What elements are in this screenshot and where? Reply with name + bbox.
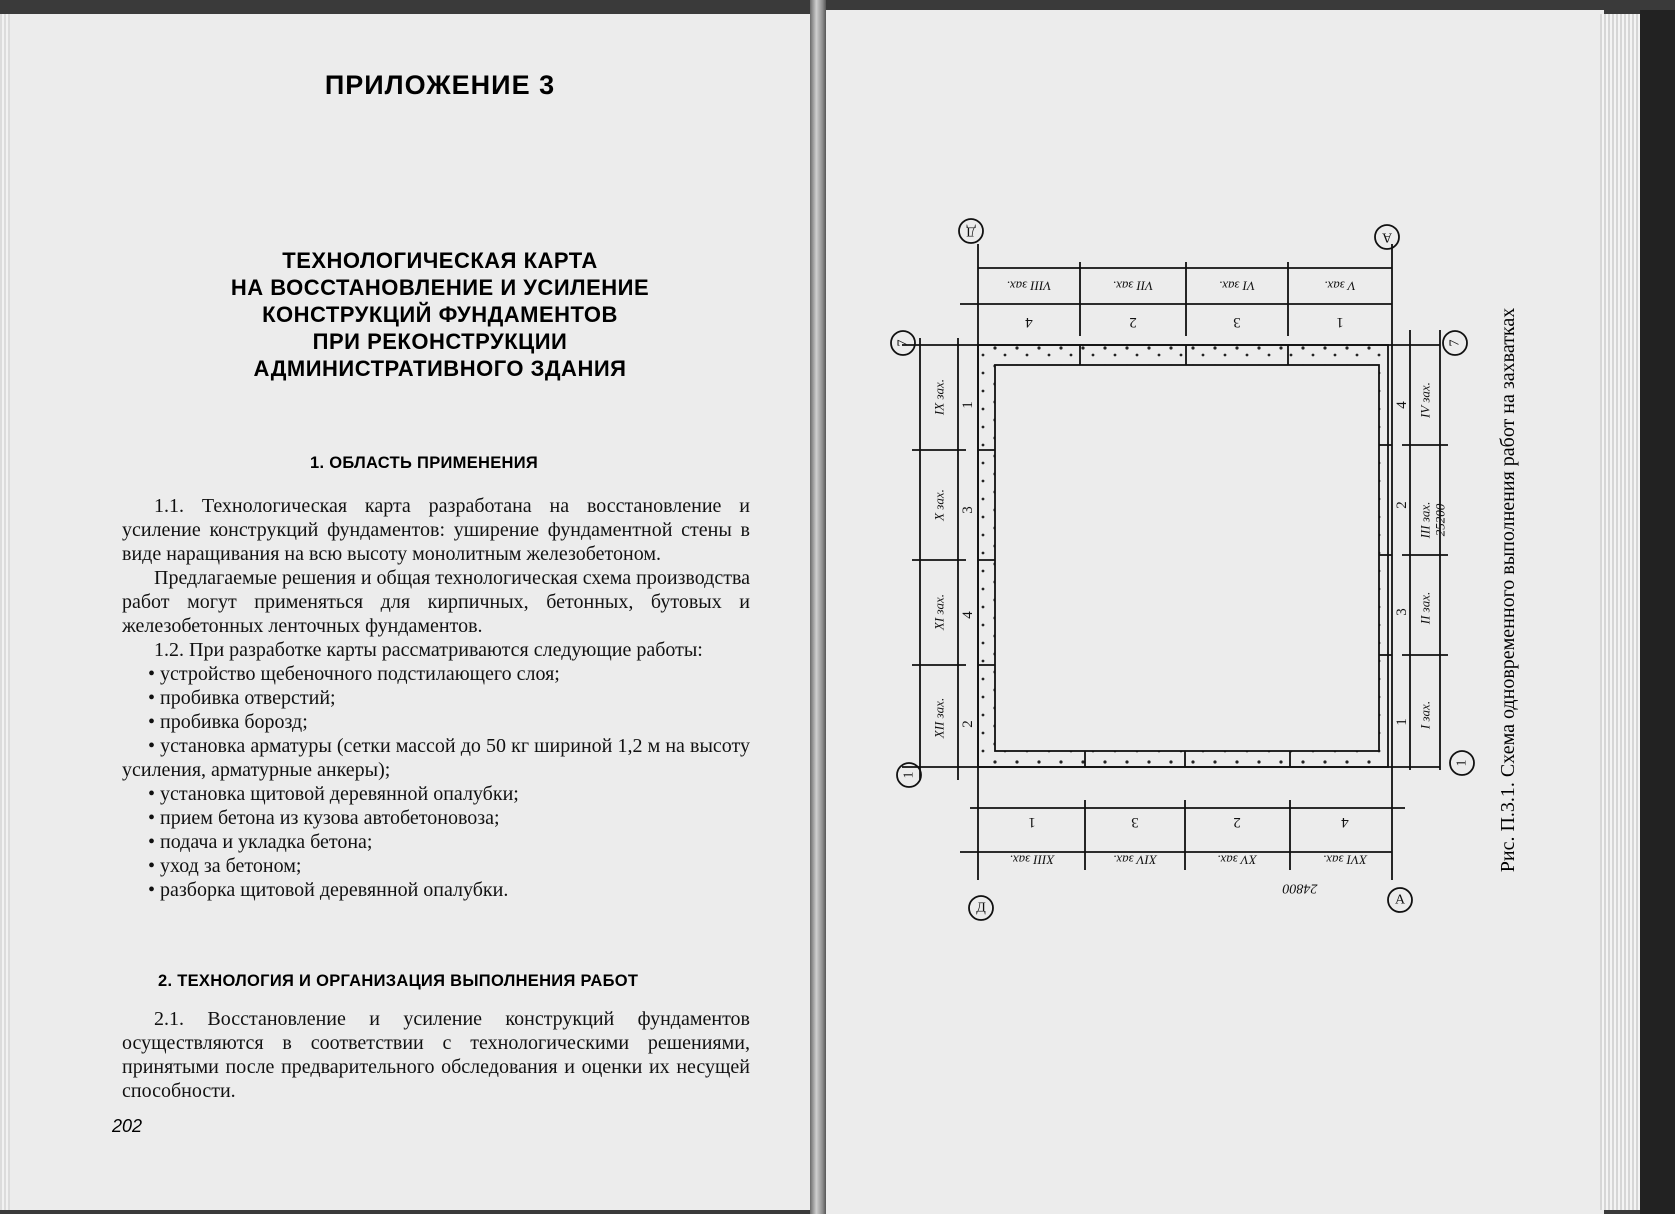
page-number: 202 [112,1116,143,1136]
zakhvatka-label: VI зах. [1218,278,1256,294]
team-number: 2 [1129,314,1137,330]
team-number: 3 [1131,814,1139,830]
axis-label: А [1381,229,1393,245]
team-number: 1 [1028,814,1036,830]
list-item: • пробивка отверстий; [122,686,750,710]
axis-label: 1 [1454,759,1470,767]
team-number: 3 [1233,314,1241,330]
list-item: • разборка щитовой деревянной опалубки. [122,878,750,902]
zakhvatka-label: XVI зах. [1322,852,1368,868]
axis-label: Д [976,900,986,916]
zakhvatka-label: V зах. [1324,278,1356,294]
paragraph: 1.2. При разработке карты рассматриваются следующие работы: [154,639,703,661]
section-1-body [122,494,750,902]
section-heading: 2. ТЕХНОЛОГИЯ И ОРГАНИЗАЦИЯ ВЫПОЛНЕНИЯ РАБОТ [158,972,639,990]
team-number: 3 [960,506,976,514]
list-item: • уход за бетоном; [122,854,750,878]
axis-label: 1 [901,771,917,779]
document-title [170,247,710,382]
team-number: 1 [1336,314,1344,330]
team-number: 2 [1233,814,1241,830]
document-title-line: АДМИНИСТРАТИВНОГО ЗДАНИЯ [253,356,627,381]
paragraph: 1.1. Технологическая карта разработана на восстановление и усиление конструкций фундаментов: уширение фундаментной стены в виде наращивания на всю высоту монолитным железобетоном. [122,495,750,565]
paragraph: 2.1. Восстановление и усиление конструкций фундаментов осуществляются в соответствии с технологическими решениями, принятыми после предварительного обследования и оценки их несущей способности. [122,1008,750,1102]
right-page-edges [1600,14,1640,1210]
team-number: 1 [960,401,976,409]
list-item: • пробивка борозд; [122,710,750,734]
dimension-label: 24800 [1282,880,1318,896]
zakhvatka-label: X зах. [931,489,947,521]
list-item: • устройство щебеночного подстилающего слоя; [122,662,750,686]
document-title-line: КОНСТРУКЦИЙ ФУНДАМЕНТОВ [262,302,618,327]
list-item: • прием бетона из кузова автобетоновоза; [122,806,750,830]
team-number: 4 [1394,401,1410,409]
section-heading: 1. ОБЛАСТЬ ПРИМЕНЕНИЯ [310,454,539,472]
axis-label: 7 [895,339,911,347]
team-number: 3 [1394,608,1410,616]
axis-label: А [1394,892,1406,908]
zakhvatka-label: XIII зах. [1009,852,1055,868]
axis-label: Д [966,223,976,239]
zakhvatka-label: XV зах. [1217,852,1257,868]
zakhvatka-label: VII зах. [1112,278,1154,294]
zakhvatka-label: I зах. [1417,700,1433,730]
document-title-line: ТЕХНОЛОГИЧЕСКАЯ КАРТА [282,248,598,273]
foundation-scheme-figure [880,210,1470,930]
zakhvatka-label: VIII зах. [1006,278,1052,294]
book-gutter [810,0,826,1214]
list-item: • установка щитовой деревянной опалубки; [122,782,750,806]
book-cover-edge [1640,10,1675,1214]
zakhvatka-label: II зах. [1417,591,1433,625]
dimension-label: 25200 [1432,503,1448,537]
zakhvatka-label: IX зах. [931,378,947,416]
team-number: 1 [1394,718,1410,726]
zakhvatka-label: IV зах. [1417,382,1433,418]
zakhvatka-label: XIV зах. [1113,852,1157,868]
section-2-body [122,1007,750,1103]
team-number: 2 [960,720,976,728]
document-title-line: НА ВОССТАНОВЛЕНИЕ И УСИЛЕНИЕ [230,275,650,300]
zakhvatka-label: XII зах. [931,697,947,739]
figure-caption: Рис. П.3.1. Схема одновременного выполнения работ на захватках [1497,307,1519,873]
team-number: 4 [960,611,976,619]
team-number: 2 [1394,501,1410,509]
paragraph: Предлагаемые решения и общая технологическая схема производства работ могут применяться для кирпичных, бетонных, бутовых и железобетонных ленточных фундаментов. [122,567,750,637]
appendix-title: ПРИЛОЖЕНИЕ 3 [324,70,556,100]
document-title-line: ПРИ РЕКОНСТРУКЦИИ [312,329,568,354]
list-item: • установка арматуры (сетки массой до 50 кг шириной 1,2 м на высоту усиления, арматурные анкеры); [122,734,750,782]
zakhvatka-label: XI зах. [931,593,947,631]
list-item: • подача и укладка бетона; [122,830,750,854]
team-number: 4 [1025,314,1033,330]
axis-label: 7 [1447,339,1463,347]
zakhvatka-label: III зах. [1417,501,1433,539]
foundation-interior [995,365,1379,751]
team-number: 4 [1341,814,1349,830]
